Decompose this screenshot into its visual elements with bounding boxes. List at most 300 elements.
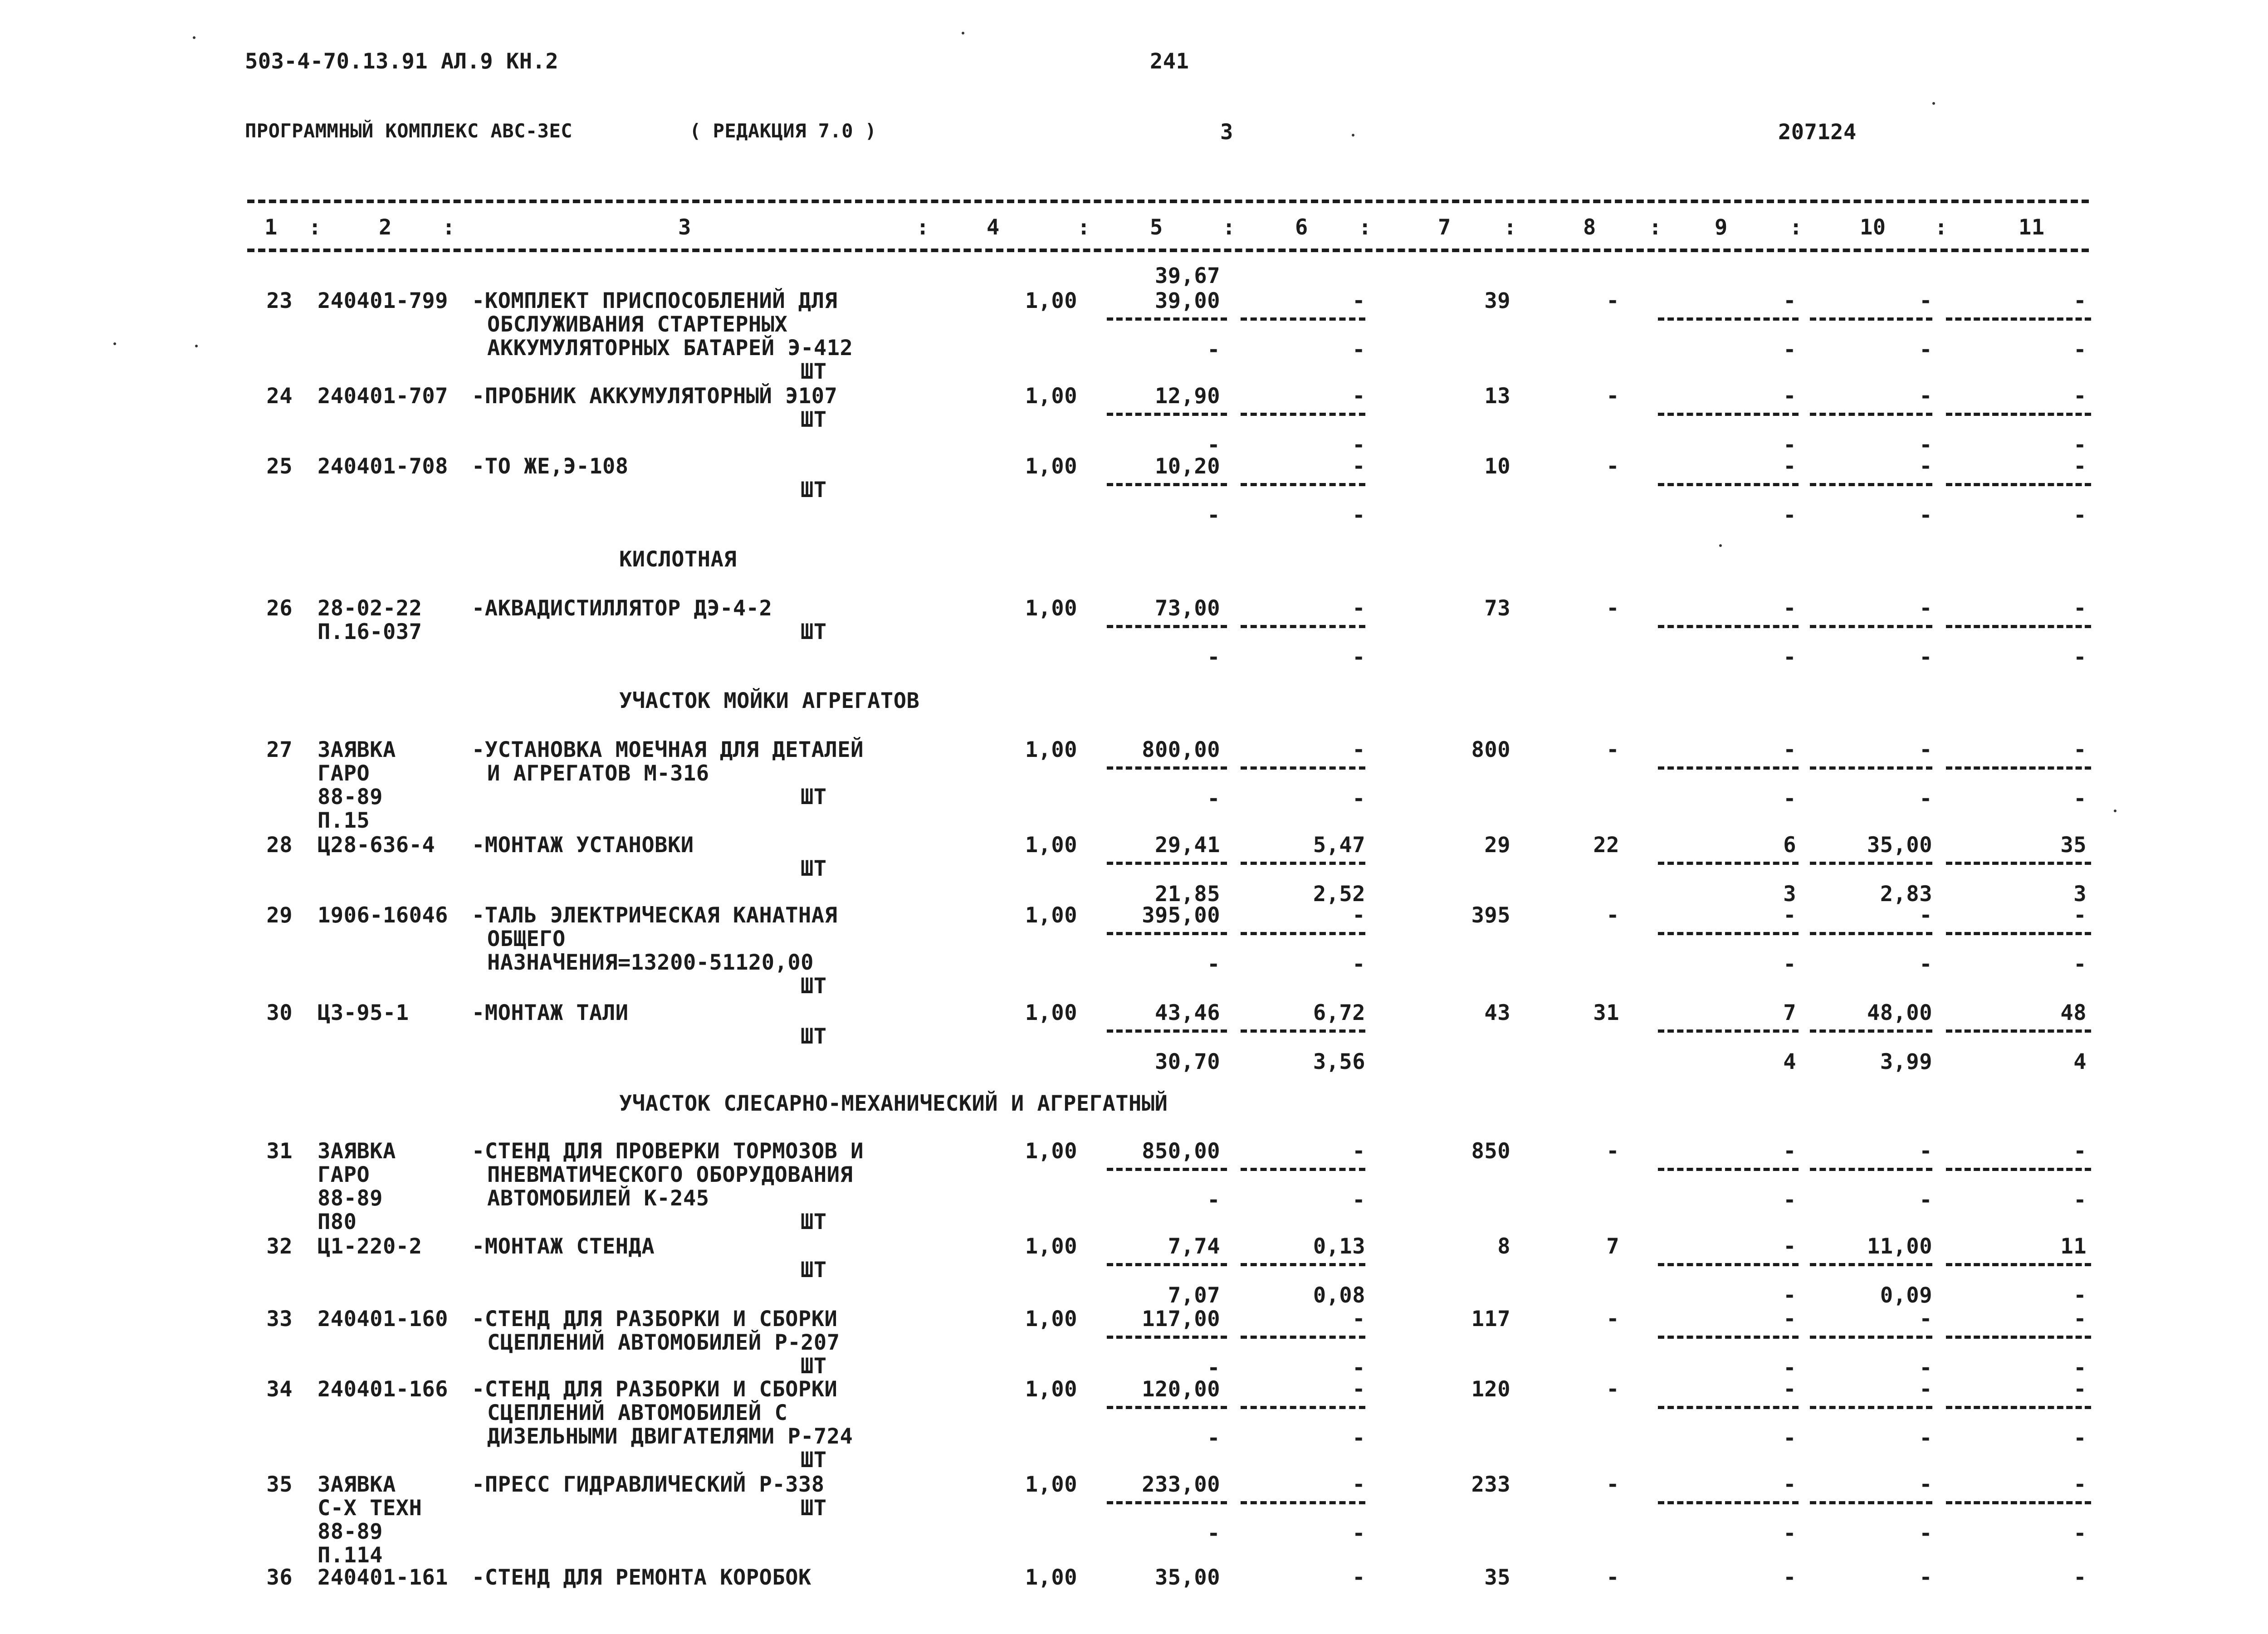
col10-value: 35,00	[1867, 833, 1932, 858]
col5-bottom-value: 30,70	[1155, 1049, 1220, 1074]
col6-value: 5,47	[1313, 833, 1365, 858]
column-separator: :	[1649, 215, 1662, 240]
col10-bottom-value: -	[1919, 337, 1932, 362]
total-rule-c11	[1946, 483, 2091, 486]
column-header-10: 10	[1860, 215, 1886, 240]
column-separator: :	[308, 215, 322, 240]
total-rule-c11	[1946, 1336, 2091, 1339]
section-washing: УЧАСТОК МОЙКИ АГРЕГАТОВ	[619, 688, 920, 713]
section-acid: КИСЛОТНАЯ	[619, 547, 737, 572]
col11-value: -	[2073, 384, 2087, 409]
item-name: -ТО ЖЕ,Э-108	[472, 454, 629, 479]
item-name: -СТЕНД ДЛЯ ПРОВЕРКИ ТОРМОЗОВ И	[472, 1139, 864, 1164]
col8-value: -	[1606, 596, 1619, 621]
col9-value: 7	[1783, 1000, 1796, 1025]
quantity: 1,00	[1025, 384, 1077, 409]
total-rule-c11	[1946, 625, 2091, 628]
item-name: СЦЕПЛЕНИЙ АВТОМОБИЛЕЙ С	[487, 1400, 788, 1425]
scan-speck	[1719, 544, 1722, 547]
column-header-9: 9	[1715, 215, 1728, 240]
column-separator: :	[1222, 215, 1236, 240]
column-separator: :	[1935, 215, 1948, 240]
row-number: 29	[266, 903, 293, 928]
total-rule-c6	[1241, 1406, 1365, 1409]
total-rule-c11	[1946, 1029, 2091, 1033]
item-code: Ц28-636-4	[318, 833, 435, 858]
row-number: 36	[266, 1565, 293, 1590]
item-code: 240401-799	[318, 288, 448, 313]
item-name: И АГРЕГАТОВ М-316	[487, 761, 709, 786]
total-rule-c11	[1946, 766, 2091, 770]
unit-label: ШТ	[801, 1448, 827, 1473]
unit-label: ШТ	[801, 1496, 827, 1521]
col9-value: -	[1783, 596, 1796, 621]
col7-value: 73	[1484, 596, 1510, 621]
quantity: 1,00	[1025, 1565, 1077, 1590]
total-rule-c11	[1946, 1501, 2091, 1504]
total-rule-c10	[1810, 483, 1932, 486]
col6-bottom-value: -	[1352, 1356, 1365, 1380]
col7-value: 120	[1471, 1377, 1510, 1402]
item-name: -МОНТАЖ СТЕНДА	[472, 1234, 655, 1259]
total-rule-c10	[1810, 862, 1932, 865]
total-rule-c10	[1810, 1336, 1932, 1339]
page-number: 241	[1150, 49, 1189, 74]
item-code: П.16-037	[318, 619, 422, 644]
total-rule-c6	[1241, 317, 1365, 321]
col5-bottom-value: -	[1207, 952, 1220, 977]
col5-bottom-value: -	[1207, 1426, 1220, 1451]
item-code: Ц3-95-1	[318, 1000, 409, 1025]
col7-value: 800	[1471, 737, 1510, 762]
total-rule-c11	[1946, 862, 2091, 865]
total-rule-c6	[1241, 483, 1365, 486]
column-header-2: 2	[379, 215, 392, 240]
col9-bottom-value: -	[1783, 1426, 1796, 1451]
col7-value: 43	[1484, 1000, 1510, 1025]
col5-value: 12,90	[1155, 384, 1220, 409]
total-rule-c9	[1658, 766, 1799, 770]
col6-value: -	[1352, 1377, 1365, 1402]
total-rule-c9	[1658, 1336, 1799, 1339]
total-rule-c5	[1107, 413, 1227, 416]
item-code: 28-02-22	[318, 596, 422, 621]
col11-value: -	[2073, 1377, 2087, 1402]
unit-label: ШТ	[801, 1258, 827, 1283]
item-code: ЗАЯВКА	[318, 1472, 396, 1497]
total-rule-c10	[1810, 1029, 1932, 1033]
col7-value: 8	[1497, 1234, 1510, 1259]
col9-value: -	[1783, 1139, 1796, 1164]
col11-value: -	[2073, 1139, 2087, 1164]
col7-value: 35	[1484, 1565, 1510, 1590]
column-header-6: 6	[1295, 215, 1308, 240]
total-rule-c10	[1810, 1406, 1932, 1409]
item-name: -ТАЛЬ ЭЛЕКТРИЧЕСКАЯ КАНАТНАЯ	[472, 903, 838, 928]
col11-bottom-value: -	[2073, 337, 2087, 362]
item-code: 88-89	[318, 1186, 383, 1211]
total-rule-c10	[1810, 413, 1932, 416]
col10-bottom-value: 3,99	[1880, 1049, 1932, 1074]
quantity: 1,00	[1025, 903, 1077, 928]
total-rule-c5	[1107, 932, 1227, 935]
total-rule-c10	[1810, 625, 1932, 628]
item-name: ОБЩЕГО	[487, 927, 566, 951]
col6-bottom-value: 3,56	[1313, 1049, 1365, 1074]
col6-bottom-value: -	[1352, 1521, 1365, 1546]
col11-bottom-value: -	[2073, 645, 2087, 670]
total-rule-c9	[1658, 317, 1799, 321]
col9-bottom-value: -	[1783, 952, 1796, 977]
col11-bottom-value: -	[2073, 1426, 2087, 1451]
item-name: ОБСЛУЖИВАНИЯ СТАРТЕРНЫХ	[487, 312, 788, 337]
item-name: -СТЕНД ДЛЯ РЕМОНТА КОРОБОК	[472, 1565, 811, 1590]
total-rule-c9	[1658, 483, 1799, 486]
total-rule-c5	[1107, 766, 1227, 770]
column-header-8: 8	[1583, 215, 1596, 240]
column-separator: :	[1789, 215, 1803, 240]
item-code: ГАРО	[318, 1162, 370, 1187]
column-header-5: 5	[1150, 215, 1163, 240]
col10-value: -	[1919, 1139, 1932, 1164]
program-edition: ( РЕДАКЦИЯ 7.0 )	[689, 120, 877, 142]
col6-value: 6,72	[1313, 1000, 1365, 1025]
col10-value: -	[1919, 1377, 1932, 1402]
col11-value: -	[2073, 1472, 2087, 1497]
quantity: 1,00	[1025, 454, 1077, 479]
item-code: 88-89	[318, 785, 383, 810]
col5-bottom-value: -	[1207, 337, 1220, 362]
total-rule-c5	[1107, 625, 1227, 628]
col10-value: -	[1919, 1307, 1932, 1332]
col9-bottom-value: -	[1783, 645, 1796, 670]
col10-bottom-value: 2,83	[1880, 882, 1932, 907]
col10-value: -	[1919, 737, 1932, 762]
document-number: 207124	[1778, 120, 1857, 145]
col10-bottom-value: -	[1919, 1188, 1932, 1213]
col7-value: 233	[1471, 1472, 1510, 1497]
column-header-1: 1	[264, 215, 278, 240]
col6-bottom-value: -	[1352, 337, 1365, 362]
col9-value: -	[1783, 737, 1796, 762]
row-number: 32	[266, 1234, 293, 1259]
col6-bottom-value: -	[1352, 952, 1365, 977]
col10-value: -	[1919, 1565, 1932, 1590]
col7-value: 13	[1484, 384, 1510, 409]
col10-value: -	[1919, 1472, 1932, 1497]
item-code: С-Х ТЕХН	[318, 1496, 422, 1521]
col5-value: 10,20	[1155, 454, 1220, 479]
col11-bottom-value: -	[2073, 1356, 2087, 1380]
scan-speck	[962, 32, 964, 34]
col6-bottom-value: -	[1352, 1188, 1365, 1213]
col6-value: -	[1352, 596, 1365, 621]
col5-bottom-value: -	[1207, 786, 1220, 811]
total-rule-c5	[1107, 483, 1227, 486]
total-rule-c5	[1107, 862, 1227, 865]
col5-value: 43,46	[1155, 1000, 1220, 1025]
item-code: ЗАЯВКА	[318, 737, 396, 762]
unit-label: ШТ	[801, 1354, 827, 1379]
scan-speck	[193, 36, 196, 39]
total-rule-c11	[1946, 1168, 2091, 1171]
column-separator: :	[1077, 215, 1090, 240]
unit-label: ШТ	[801, 1024, 827, 1049]
col5-bottom-value: -	[1207, 645, 1220, 670]
total-rule-c10	[1810, 1501, 1932, 1504]
col10-bottom-value: -	[1919, 1426, 1932, 1451]
item-name: -ПРОБНИК АККУМУЛЯТОРНЫЙ Э107	[472, 384, 838, 409]
col5-bottom-value: 21,85	[1155, 882, 1220, 907]
scan-speck	[1932, 102, 1935, 105]
item-name: -АКВАДИСТИЛЛЯТОР ДЭ-4-2	[472, 596, 772, 621]
col10-value: -	[1919, 903, 1932, 928]
col7-value: 850	[1471, 1139, 1510, 1164]
row-number: 27	[266, 737, 293, 762]
col8-value: -	[1606, 1139, 1619, 1164]
col8-value: -	[1606, 1565, 1619, 1590]
col6-value: 0,13	[1313, 1234, 1365, 1259]
col11-bottom-value: -	[2073, 1188, 2087, 1213]
program-name: ПРОГРАММНЫЙ КОМПЛЕКС АВС-3ЕС	[245, 120, 573, 142]
quantity: 1,00	[1025, 1234, 1077, 1259]
unit-label: ШТ	[801, 856, 827, 881]
total-rule-c10	[1810, 1263, 1932, 1266]
col8-value: -	[1606, 1307, 1619, 1332]
total-rule-c6	[1241, 766, 1365, 770]
col10-bottom-value: -	[1919, 1356, 1932, 1380]
col9-value: -	[1783, 288, 1796, 313]
col8-value: 7	[1606, 1234, 1619, 1259]
quantity: 1,00	[1025, 1377, 1077, 1402]
col9-bottom-value: 3	[1783, 882, 1796, 907]
item-code: П80	[318, 1210, 357, 1234]
header-rule-top	[247, 200, 2089, 203]
col5-bottom-value: -	[1207, 1356, 1220, 1380]
item-code: ГАРО	[318, 761, 370, 786]
row-number: 26	[266, 596, 293, 621]
row-number: 23	[266, 288, 293, 313]
item-name: ДИЗЕЛЬНЫМИ ДВИГАТЕЛЯМИ Р-724	[487, 1424, 853, 1449]
col5-bottom-value: -	[1207, 1188, 1220, 1213]
total-rule-c9	[1658, 932, 1799, 935]
col6-bottom-value: 2,52	[1313, 882, 1365, 907]
col5-value: 800,00	[1142, 737, 1220, 762]
row-number: 24	[266, 384, 293, 409]
unit-label: ШТ	[801, 478, 827, 502]
col9-bottom-value: -	[1783, 433, 1796, 458]
item-name: -ПРЕСС ГИДРАВЛИЧЕСКИЙ Р-338	[472, 1472, 825, 1497]
total-rule-c6	[1241, 1168, 1365, 1171]
col10-value: 48,00	[1867, 1000, 1932, 1025]
item-name: СЦЕПЛЕНИЙ АВТОМОБИЛЕЙ Р-207	[487, 1330, 840, 1355]
total-rule-c9	[1658, 1263, 1799, 1266]
col11-value: -	[2073, 1565, 2087, 1590]
col11-bottom-value: -	[2073, 1521, 2087, 1546]
total-rule-c6	[1241, 932, 1365, 935]
item-name: -КОМПЛЕКТ ПРИСПОСОБЛЕНИЙ ДЛЯ	[472, 288, 838, 313]
col10-bottom-value: -	[1919, 503, 1932, 528]
col10-bottom-value: 0,09	[1880, 1283, 1932, 1308]
col7-value: 395	[1471, 903, 1510, 928]
total-rule-c9	[1658, 1029, 1799, 1033]
col11-bottom-value: 4	[2073, 1049, 2087, 1074]
total-rule-c6	[1241, 1501, 1365, 1504]
item-name: -СТЕНД ДЛЯ РАЗБОРКИ И СБОРКИ	[472, 1307, 838, 1332]
col11-value: -	[2073, 903, 2087, 928]
col6-value: -	[1352, 1139, 1365, 1164]
col8-value: -	[1606, 1377, 1619, 1402]
col5-bottom-value: -	[1207, 433, 1220, 458]
col11-value: 11	[2060, 1234, 2087, 1259]
col10-value: -	[1919, 288, 1932, 313]
col6-bottom-value: -	[1352, 645, 1365, 670]
total-rule-c10	[1810, 766, 1932, 770]
col6-value: -	[1352, 1307, 1365, 1332]
total-rule-c6	[1241, 625, 1365, 628]
total-rule-c11	[1946, 1406, 2091, 1409]
col6-value: -	[1352, 737, 1365, 762]
total-rule-c6	[1241, 862, 1365, 865]
col9-bottom-value: -	[1783, 786, 1796, 811]
col7-value: 10	[1484, 454, 1510, 479]
total-rule-c6	[1241, 1263, 1365, 1266]
total-rule-c10	[1810, 1168, 1932, 1171]
col5-bottom-value: -	[1207, 1521, 1220, 1546]
item-code: Ц1-220-2	[318, 1234, 422, 1259]
total-rule-c5	[1107, 1168, 1227, 1171]
scan-speck	[2114, 810, 2116, 812]
col6-bottom-value: -	[1352, 433, 1365, 458]
col9-bottom-value: -	[1783, 1283, 1796, 1308]
col6-value: -	[1352, 384, 1365, 409]
col11-value: -	[2073, 596, 2087, 621]
col9-value: -	[1783, 903, 1796, 928]
column-separator: :	[916, 215, 929, 240]
col11-value: -	[2073, 288, 2087, 313]
quantity: 1,00	[1025, 1000, 1077, 1025]
quantity: 1,00	[1025, 833, 1077, 858]
item-name: -МОНТАЖ ТАЛИ	[472, 1000, 629, 1025]
col10-value: 11,00	[1867, 1234, 1932, 1259]
col5-value: 29,41	[1155, 833, 1220, 858]
col5-value: 117,00	[1142, 1307, 1220, 1332]
total-rule-c10	[1810, 317, 1932, 321]
header-rule-bottom	[247, 249, 2089, 252]
item-code: П.15	[318, 808, 370, 833]
quantity: 1,00	[1025, 288, 1077, 313]
total-rule-c11	[1946, 1263, 2091, 1266]
quantity: 1,00	[1025, 596, 1077, 621]
col6-bottom-value: 0,08	[1313, 1283, 1365, 1308]
col9-value: -	[1783, 1565, 1796, 1590]
col10-bottom-value: -	[1919, 952, 1932, 977]
item-name: -МОНТАЖ УСТАНОВКИ	[472, 833, 694, 858]
col9-value: -	[1783, 1234, 1796, 1259]
total-rule-c11	[1946, 932, 2091, 935]
col5-value: 120,00	[1142, 1377, 1220, 1402]
col11-value: -	[2073, 454, 2087, 479]
col11-bottom-value: 3	[2073, 882, 2087, 907]
col7-value: 39	[1484, 288, 1510, 313]
col11-bottom-value: -	[2073, 503, 2087, 528]
total-rule-c10	[1810, 932, 1932, 935]
item-code: 240401-708	[318, 454, 448, 479]
col9-bottom-value: -	[1783, 337, 1796, 362]
scan-speck	[195, 345, 198, 347]
col6-value: -	[1352, 1565, 1365, 1590]
col8-value: -	[1606, 288, 1619, 313]
total-rule-c9	[1658, 413, 1799, 416]
row-number: 31	[266, 1139, 293, 1164]
col6-value: -	[1352, 454, 1365, 479]
item-code: 240401-161	[318, 1565, 448, 1590]
col5-bottom-value: 7,07	[1168, 1283, 1220, 1308]
col9-bottom-value: -	[1783, 1521, 1796, 1546]
quantity: 1,00	[1025, 737, 1077, 762]
column-separator: :	[1504, 215, 1517, 240]
document-code: 503-4-70.13.91 АЛ.9 КН.2	[245, 49, 559, 74]
total-rule-c5	[1107, 1263, 1227, 1266]
col6-bottom-value: -	[1352, 503, 1365, 528]
item-name: -СТЕНД ДЛЯ РАЗБОРКИ И СБОРКИ	[472, 1377, 838, 1402]
item-name: -УСТАНОВКА МОЕЧНАЯ ДЛЯ ДЕТАЛЕЙ	[472, 737, 864, 762]
col8-value: -	[1606, 454, 1619, 479]
quantity: 1,00	[1025, 1307, 1077, 1332]
col11-value: -	[2073, 737, 2087, 762]
col9-value: -	[1783, 384, 1796, 409]
unit-label: ШТ	[801, 1210, 827, 1234]
item-code: П.114	[318, 1543, 383, 1568]
col10-value: -	[1919, 384, 1932, 409]
sheet-number: 3	[1220, 120, 1233, 145]
col5-value: 7,74	[1168, 1234, 1220, 1259]
col8-value: -	[1606, 1472, 1619, 1497]
total-rule-c9	[1658, 1406, 1799, 1409]
unit-label: ШТ	[801, 619, 827, 644]
col10-value: -	[1919, 596, 1932, 621]
row-number: 35	[266, 1472, 293, 1497]
total-rule-c9	[1658, 1168, 1799, 1171]
item-code: 88-89	[318, 1519, 383, 1544]
col6-value: -	[1352, 1472, 1365, 1497]
col8-value: -	[1606, 737, 1619, 762]
col10-bottom-value: -	[1919, 433, 1932, 458]
col5-value: 850,00	[1142, 1139, 1220, 1164]
column-header-3: 3	[678, 215, 691, 240]
item-name: НАЗНАЧЕНИЯ=13200-51120,00	[487, 950, 814, 975]
col11-bottom-value: -	[2073, 952, 2087, 977]
column-header-11: 11	[2019, 215, 2045, 240]
row-number: 28	[266, 833, 293, 858]
total-rule-c5	[1107, 317, 1227, 321]
col10-bottom-value: -	[1919, 1521, 1932, 1546]
total-rule-c11	[1946, 413, 2091, 416]
col6-bottom-value: -	[1352, 1426, 1365, 1451]
col8-value: 31	[1593, 1000, 1619, 1025]
col11-value: 48	[2060, 1000, 2087, 1025]
col7-value: 117	[1471, 1307, 1510, 1332]
row-number: 34	[266, 1377, 293, 1402]
item-name: АВТОМОБИЛЕЙ К-245	[487, 1186, 709, 1211]
total-rule-c6	[1241, 1029, 1365, 1033]
row-number: 25	[266, 454, 293, 479]
total-rule-c6	[1241, 1336, 1365, 1339]
item-code: 240401-160	[318, 1307, 448, 1332]
total-rule-c5	[1107, 1406, 1227, 1409]
unit-label: ШТ	[801, 785, 827, 810]
col9-value: -	[1783, 1377, 1796, 1402]
